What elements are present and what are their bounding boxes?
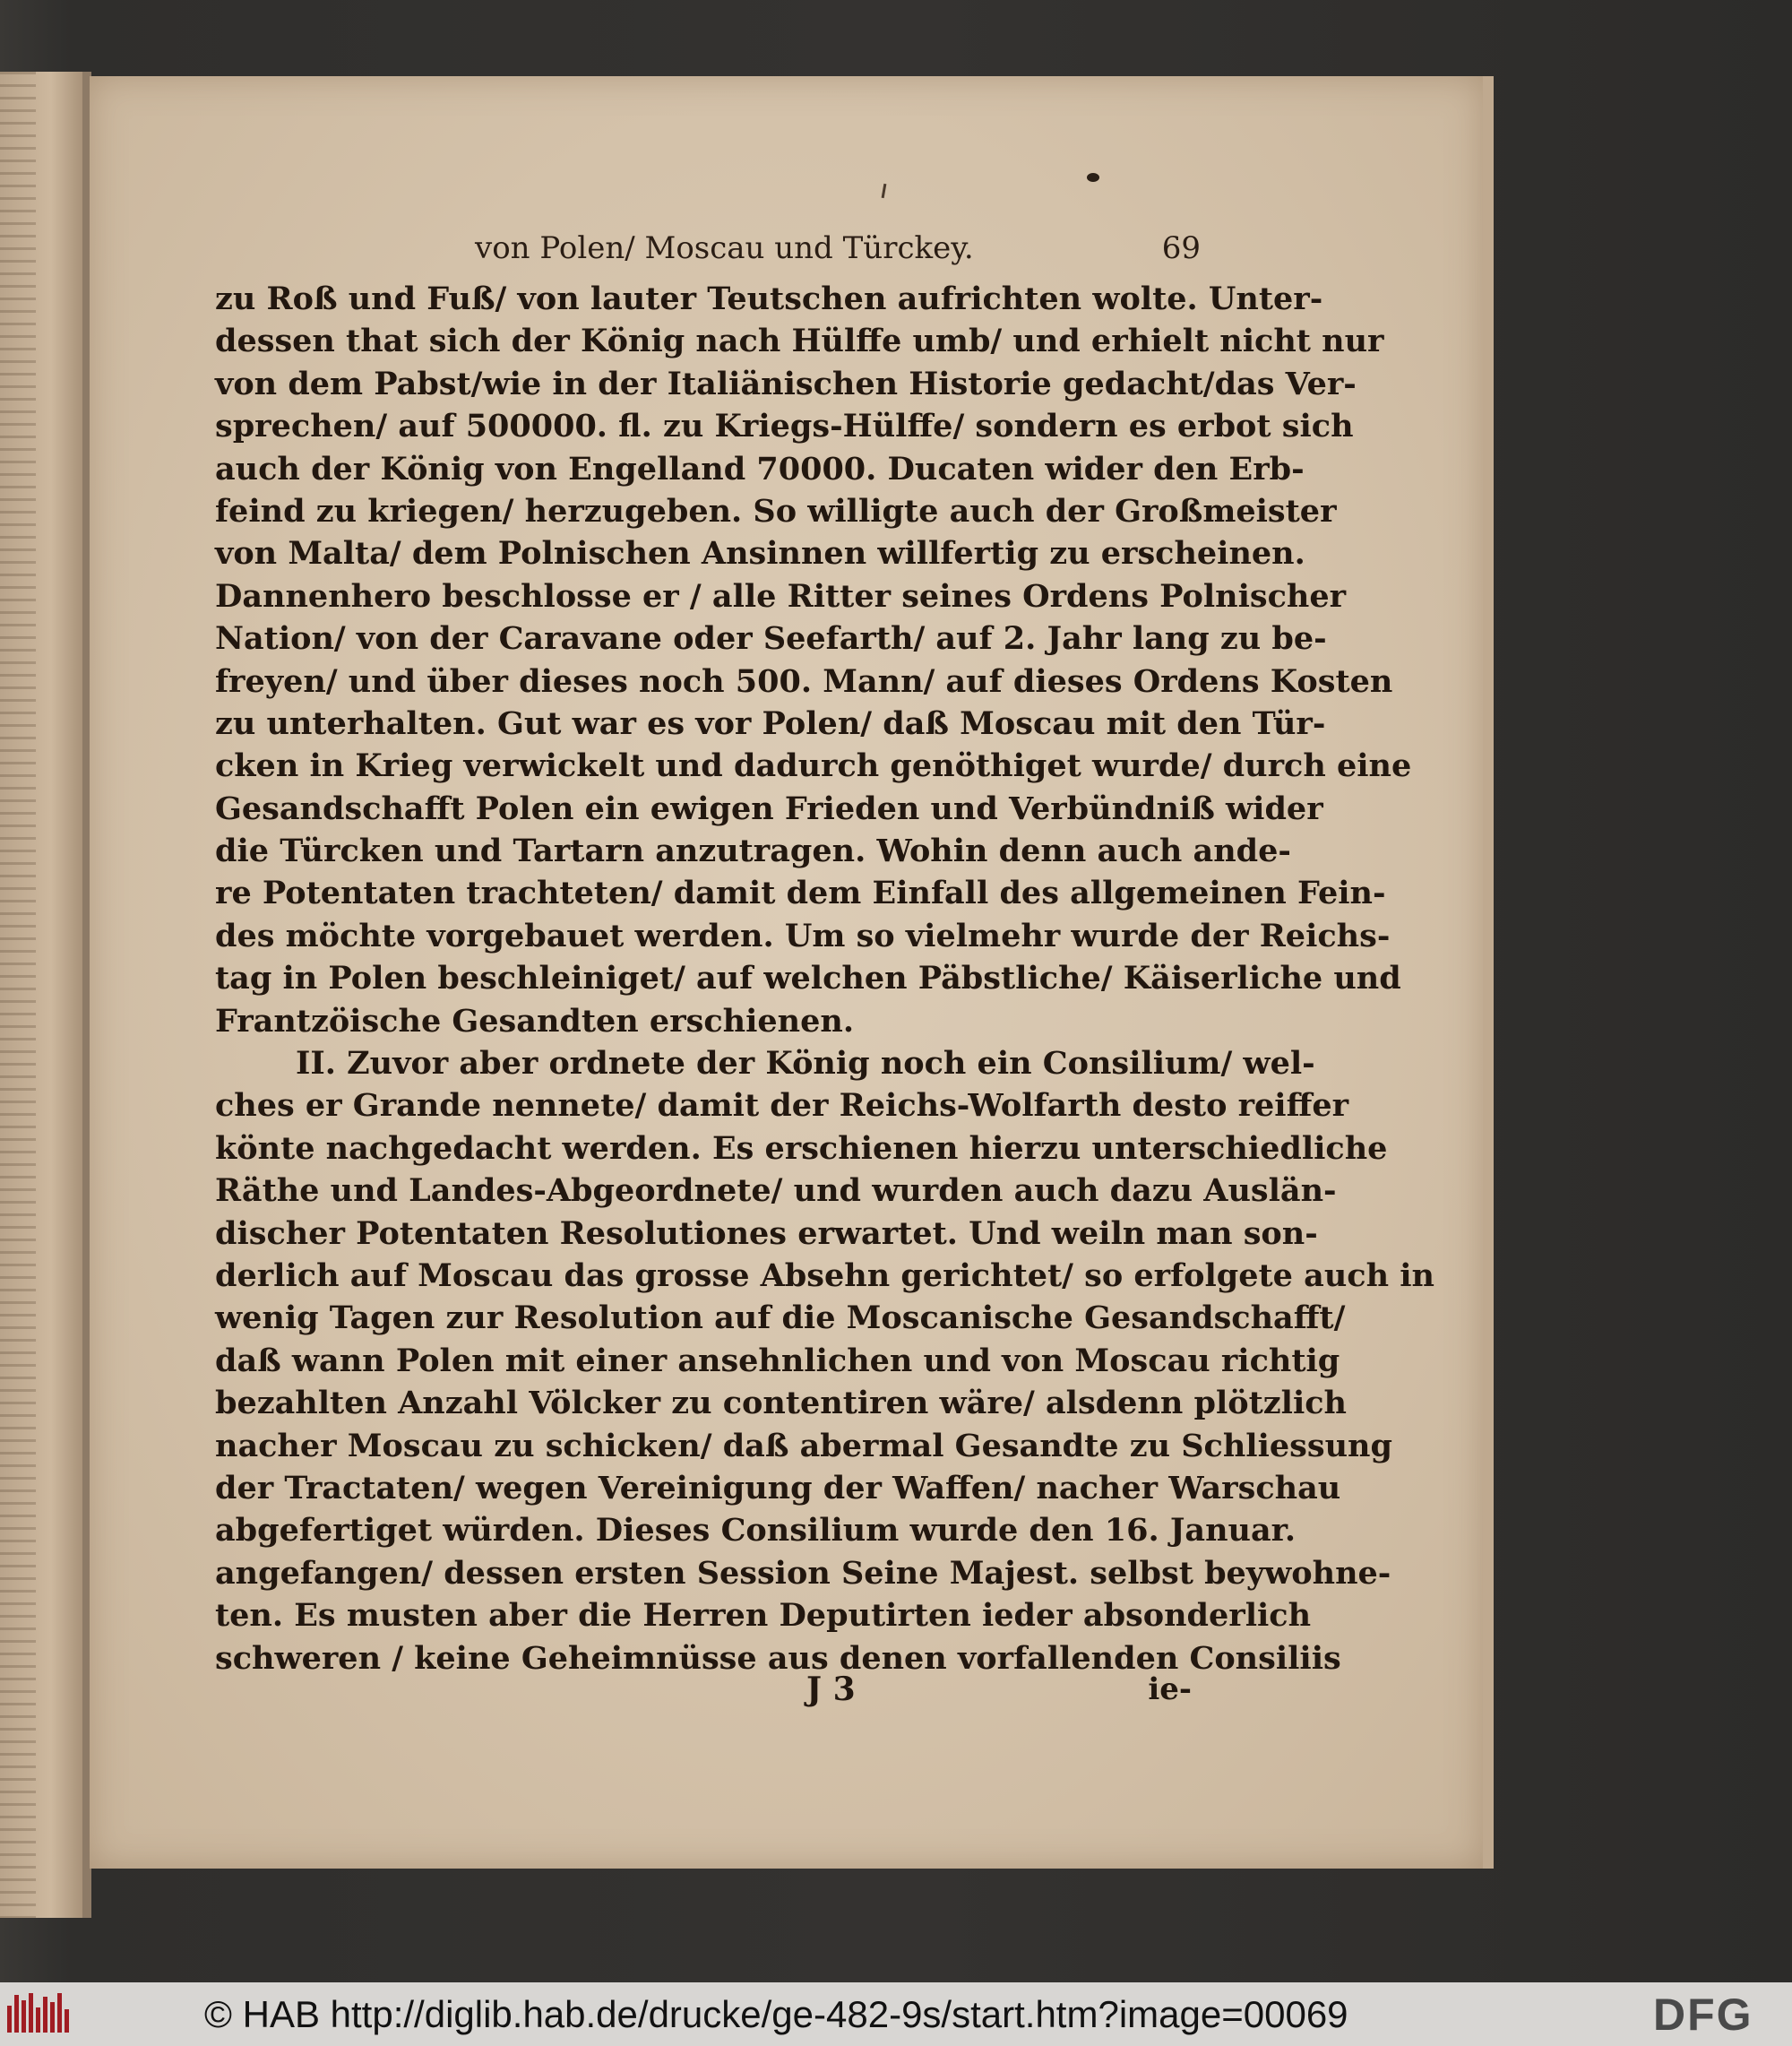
body-text bbox=[215, 278, 1434, 1677]
previous-page-text-edge bbox=[0, 72, 36, 1918]
text-line: der Tractaten/ wegen Vereinigung der Waffen/ nacher Warschau bbox=[215, 1469, 1341, 1506]
text-line: nacher Moscau zu schicken/ daß abermal Gesandte zu Schliessung bbox=[215, 1427, 1392, 1464]
catchword: ie- bbox=[1148, 1671, 1192, 1707]
signature-mark: J 3 bbox=[806, 1670, 856, 1708]
text-line: die Türcken und Tartarn anzutragen. Wohin denn auch ande- bbox=[215, 833, 1291, 870]
text-line: feind zu kriegen/ herzugeben. So willigte auch der Großmeister bbox=[215, 492, 1337, 530]
ink-blot bbox=[1087, 173, 1099, 182]
text-line: von dem Pabst/wie in der Italiänischen Historie gedacht/das Ver- bbox=[215, 365, 1357, 402]
text-line: daß wann Polen mit einer ansehnlichen und von Moscau richtig bbox=[215, 1342, 1340, 1379]
page-right-edge bbox=[1483, 76, 1494, 1869]
hab-logo-icon bbox=[5, 1991, 73, 2036]
text-line: zu unterhalten. Gut war es vor Polen/ daß Moscau mit den Tür- bbox=[215, 704, 1326, 742]
text-line: zu Roß und Fuß/ von lauter Teutschen aufrichten wolte. Unter- bbox=[215, 281, 1323, 317]
text-line: von Malta/ dem Polnischen Ansinnen willfertig zu erscheinen. bbox=[215, 535, 1305, 573]
text-line: wenig Tagen zur Resolution auf die Moscanische Gesandschafft/ bbox=[215, 1299, 1346, 1337]
text-line: sprechen/ auf 500000. fl. zu Kriegs-Hülffe/ sondern es erbot sich bbox=[215, 408, 1354, 445]
text-line: II. Zuvor aber ordnete der König noch ein Consilium/ wel- bbox=[296, 1045, 1315, 1083]
text-line: angefangen/ dessen ersten Session Seine Majest. selbst beywohne- bbox=[215, 1554, 1391, 1592]
text-line: Dannenhero beschlosse er / alle Ritter seines Ordens Polnischer bbox=[215, 577, 1347, 615]
text-line: abgefertiget würden. Dieses Consilium wurde den 16. Januar. bbox=[215, 1512, 1297, 1550]
text-line: freyen/ und über dieses noch 500. Mann/ auf dieses Ordens Kosten bbox=[215, 662, 1393, 700]
text-line: discher Potentaten Resolutiones erwartet. Und weiln man son- bbox=[215, 1214, 1318, 1252]
text-line: auch der König von Engelland 70000. Ducaten wider den Erb- bbox=[215, 450, 1305, 488]
running-head: von Polen/ Moscau und Türckey. bbox=[475, 230, 974, 266]
text-line: dessen that sich der König nach Hülffe umb/ und erhielt nicht nur bbox=[215, 323, 1384, 360]
text-line: des möchte vorgebauet werden. Um so vielmehr wurde der Reichs- bbox=[215, 917, 1391, 954]
text-line: tag in Polen beschleiniget/ auf welchen Päbstliche/ Käiserliche und bbox=[215, 960, 1401, 997]
text-line: Räthe und Landes-Abgeordnete/ und wurden auch dazu Auslän- bbox=[215, 1172, 1337, 1210]
page-number: 69 bbox=[1161, 230, 1201, 266]
text-line: ches er Grande nennete/ damit der Reichs-Wolfarth desto reiffer bbox=[215, 1087, 1349, 1125]
text-line: könte nachgedacht werden. Es erschienen hierzu unterschiedliche bbox=[215, 1129, 1388, 1167]
text-line: Nation/ von der Caravane oder Seefarth/ auf 2. Jahr lang zu be- bbox=[215, 620, 1327, 658]
text-line: ten. Es musten aber die Herren Deputirten ieder absonderlich bbox=[215, 1597, 1312, 1635]
previous-page-edge bbox=[0, 72, 85, 1918]
text-line: Gesandschafft Polen ein ewigen Frieden und Verbündniß wider bbox=[215, 790, 1323, 827]
text-line: Frantzöische Gesandten erschienen. bbox=[215, 1002, 855, 1040]
text-line: re Potentaten trachteten/ damit dem Einfall des allgemeinen Fein- bbox=[215, 875, 1386, 912]
text-line: bezahlten Anzahl Völcker zu contentiren wäre/ alsdenn plötzlich bbox=[215, 1385, 1348, 1422]
dfg-logo: DFG bbox=[1653, 1990, 1753, 2040]
text-line: schweren / keine Geheimnüsse aus denen vorfallenden Consiliis bbox=[215, 1639, 1341, 1677]
copyright-url[interactable]: © HAB http://diglib.hab.de/drucke/ge-482-9s/start.htm?image=00069 bbox=[204, 1993, 1348, 2035]
text-line: cken in Krieg verwickelt und dadurch genöthiget wurde/ durch eine bbox=[215, 747, 1412, 785]
text-line: derlich auf Moscau das grosse Absehn gerichtet/ so erfolgete auch in bbox=[215, 1256, 1434, 1294]
